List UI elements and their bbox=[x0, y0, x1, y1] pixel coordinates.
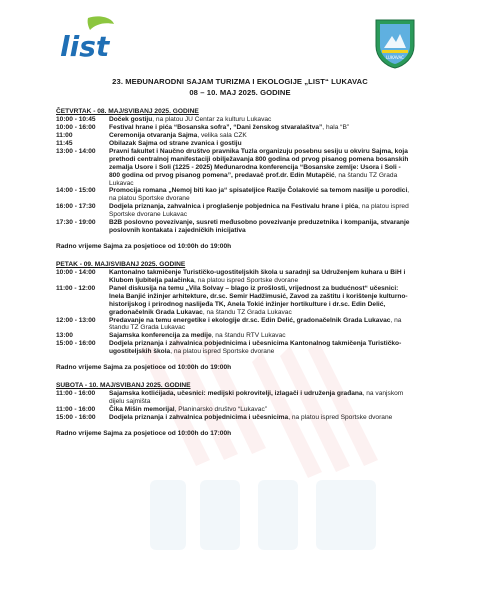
event-time: 11:00 - 12:00 bbox=[56, 284, 96, 292]
event-description bbox=[109, 140, 428, 148]
schedule-row bbox=[56, 187, 428, 203]
schedule-row bbox=[56, 203, 428, 219]
event-description bbox=[109, 285, 428, 317]
event-description bbox=[109, 219, 428, 235]
event-description bbox=[109, 406, 428, 414]
event-title-text: Pravni fakultet i Naučno društvo pravnika Tuzla organizuju posebnu sesiju u okviru Sajma, koja prethodi centralnoj manifestaciji obilježavanja 800 godina od prvog pisanog pomena bosanskih zemalja Usore i Soli (1225 - 2025) Međunarodna konferencija “Bosanske zemlje: Usora i Soli - 800 godina od prvog pisanog pomena”, predavač prof.dr. Edin Mutapčić bbox=[109, 147, 409, 179]
event-title-text: Kantonalno takmičenje Turističko-ugostiteljskih škola u saradnji sa Udruženjem kuhara u BiH i Klubom ljubitelja palačinka bbox=[109, 269, 406, 284]
day-title: PETAK - 09. MAJ/SVIBANJ 2025. GODINE bbox=[56, 260, 186, 268]
event-time: 11:00 bbox=[56, 132, 73, 140]
event-time: 11:00 - 16:00 bbox=[56, 406, 96, 414]
lukavac-label: LUKAVAC bbox=[386, 55, 404, 60]
event-title-text: Dodjela priznanja i zahvalnica pobjednicima i učesnicima Kantonalnog takmičenja Turističko-ugostiteljskih škola bbox=[109, 340, 402, 356]
event-description bbox=[109, 148, 428, 188]
event-time: 10:00 - 10:45 bbox=[56, 116, 96, 124]
event-title-text: B2B poslovno povezivanje, susreti međusobno povezivanje preduzetnika i kompanija, stvaranje poslovnih kontakata i zajedničkih inicijativa bbox=[109, 219, 410, 234]
schedule-row bbox=[56, 390, 428, 406]
schedule-row bbox=[56, 340, 428, 356]
opening-hours-note: Radno vrijeme Sajma za posjetioce od 10:00h do 19:00h bbox=[56, 364, 232, 372]
event-location-text: , na platou ispred Sportske dvorane bbox=[194, 277, 299, 284]
event-header bbox=[0, 76, 480, 98]
event-time: 17:30 - 19:00 bbox=[56, 219, 96, 227]
event-location-text: , na platou ispred Sportske dvorane bbox=[170, 348, 275, 356]
event-time: 11:00 - 16:00 bbox=[56, 390, 96, 398]
schedule-row bbox=[56, 116, 428, 124]
event-location-text: , na platou ispred Sportske dvorane bbox=[288, 413, 393, 421]
event-time: 15:00 - 16:00 bbox=[56, 340, 96, 348]
day-section bbox=[56, 108, 428, 251]
event-title-text: „Vila Solvay – blago iz prošlosti, vrijednost za budućnost“ bbox=[185, 284, 368, 292]
event-title-text: Obilazak Sajma od strane zvanica i gostiju bbox=[109, 140, 242, 148]
event-title-text: Promocija romana „Nemoj biti kao ja“ spisateljice Razije Čolaković sa temom nasilje u porodici bbox=[109, 187, 408, 195]
event-description bbox=[109, 203, 428, 219]
event-location-text: , hala “B” bbox=[322, 124, 350, 132]
day-title: ČETVRTAK - 08. MAJ/SVIBANJ 2025. GODINE bbox=[56, 108, 199, 115]
event-location-text: , Planinarsko društvo “Lukavac” bbox=[174, 406, 267, 414]
event-location-text: , na štandu TZ Grada Lukavac bbox=[202, 308, 292, 316]
event-title-text: Festival hrane i pića “Bosanska sofra”, “Dani ženskog stvaralaštva” bbox=[109, 124, 323, 132]
event-description bbox=[109, 414, 428, 422]
list-logo-text: list bbox=[60, 30, 110, 62]
schedule-row bbox=[56, 285, 428, 317]
event-time: 11:45 bbox=[56, 140, 73, 148]
event-title-text: Doček gostiju bbox=[109, 116, 153, 124]
event-location-text: , na štandu TZ Grada Lukavac bbox=[109, 171, 398, 187]
program-schedule bbox=[56, 108, 428, 448]
day-section bbox=[56, 382, 428, 438]
event-time: 15:00 - 16:00 bbox=[56, 413, 96, 421]
event-time: 14:00 - 15:00 bbox=[56, 187, 96, 195]
day-section bbox=[56, 261, 428, 372]
event-location-text: , velika sala CZK bbox=[197, 132, 247, 140]
day-title: SUBOTA - 10. MAJ/SVIBANJ 2025. GODINE bbox=[56, 381, 191, 389]
event-title-text: Dodjela priznanja i zahvalnica pobjednicima i učesnicima bbox=[109, 413, 289, 421]
schedule-row bbox=[56, 132, 428, 140]
event-title-text: Sajamska konferencija za medije bbox=[109, 332, 212, 340]
event-description bbox=[109, 269, 428, 285]
event-title-text: Dodjela priznanja, zahvalnica i proglašenje pobjednica na Festivalu hrane i pića bbox=[109, 203, 359, 211]
event-title-text: učesnici: Inela Banjić inžinjer arhitekture, dr.sc. Semir Hadžimusić, Zavod za zaštitu i korištenje kulturno-historijskog i prirodnog naslijeđa TK, Anela Tokić inžinjer hortikulture i dr.sc. Edin Delić, gradonačelnik Grada Lukavac bbox=[109, 284, 408, 316]
schedule-row bbox=[56, 406, 428, 414]
event-location-text: , na štandu RTV Lukavac bbox=[211, 332, 286, 340]
event-location-text: , na platou ispred Sportske dvorane Lukavac bbox=[109, 203, 409, 219]
event-description bbox=[109, 317, 428, 333]
event-location-text: , na platou Sportske dvorane bbox=[109, 187, 410, 203]
schedule-row bbox=[56, 414, 428, 422]
event-description bbox=[109, 132, 428, 140]
event-description bbox=[109, 116, 428, 124]
schedule-row bbox=[56, 140, 428, 148]
event-time: 16:00 - 17:30 bbox=[56, 203, 96, 211]
event-description bbox=[109, 124, 428, 132]
event-time: 10:00 - 16:00 bbox=[56, 124, 96, 132]
schedule-row bbox=[56, 317, 428, 333]
event-title-text: Sajamska kotlićijada, učesnici: medijski pokrovitelji, izlagači i udruženja građana bbox=[109, 390, 363, 398]
event-description bbox=[109, 187, 428, 203]
schedule-row bbox=[56, 148, 428, 188]
schedule-row bbox=[56, 269, 428, 285]
event-title-text: Panel diskusija na temu bbox=[109, 284, 186, 292]
event-time: 13:00 bbox=[56, 332, 73, 340]
event-title-text: Čika Mišin memorijal bbox=[109, 406, 175, 414]
event-location-text: , na štandu TZ Grada Lukavac bbox=[109, 316, 402, 332]
event-time: 13:00 - 14:00 bbox=[56, 147, 96, 155]
schedule-row bbox=[56, 332, 428, 340]
header-title: 23. MEĐUNARODNI SAJAM TURIZMA I EKOLOGIJE „LIST“ LUKAVAC bbox=[112, 77, 368, 86]
event-description bbox=[109, 332, 428, 340]
schedule-row bbox=[56, 124, 428, 132]
list-fair-logo bbox=[56, 14, 116, 62]
opening-hours-note: Radno vrijeme Sajma za posjetioce od 10:00h do 19:00h bbox=[56, 242, 232, 250]
event-location-text: , na vanjskom dijelu sajmišta bbox=[109, 390, 404, 406]
event-time: 10:00 - 14:00 bbox=[56, 269, 96, 277]
event-description bbox=[109, 390, 428, 406]
schedule-row bbox=[56, 219, 428, 235]
event-title-text: Predavanje na temu energetike i ekologije dr.sc. Edin Delić, gradonačelnik Grada Lukavac bbox=[109, 316, 391, 324]
opening-hours-note: Radno vrijeme Sajma za posjetioce od 10:00h do 17:00h bbox=[56, 429, 232, 437]
lukavac-coat-of-arms-icon bbox=[372, 16, 418, 70]
event-title-text: Ceremonija otvaranja Sajma bbox=[109, 132, 198, 140]
event-description bbox=[109, 340, 428, 356]
event-time: 12:00 - 13:00 bbox=[56, 316, 96, 324]
header-dates: 08 – 10. MAJ 2025. GODINE bbox=[189, 88, 291, 97]
event-location-text: , na platou JU Centar za kulturu Lukavac bbox=[152, 116, 272, 124]
